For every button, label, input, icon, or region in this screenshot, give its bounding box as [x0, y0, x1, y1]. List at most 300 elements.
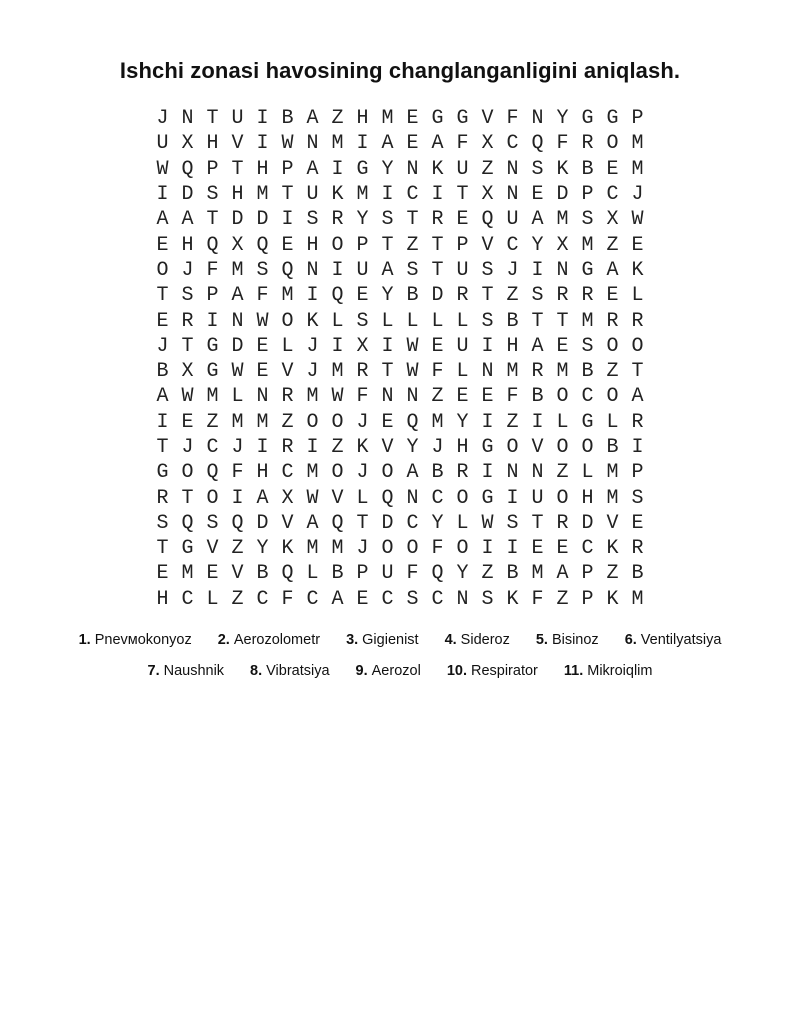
grid-cell[interactable]: S	[581, 334, 594, 358]
grid-cell[interactable]: I	[356, 132, 369, 156]
grid-cell[interactable]: E	[181, 410, 194, 434]
grid-cell[interactable]: R	[631, 410, 644, 434]
grid-cell[interactable]: E	[431, 334, 444, 358]
grid-cell[interactable]: L	[356, 486, 369, 510]
grid-cell[interactable]: E	[556, 537, 569, 561]
grid-cell[interactable]: S	[156, 511, 169, 535]
grid-cell[interactable]: L	[306, 562, 319, 586]
grid-cell[interactable]: S	[181, 284, 194, 308]
grid-cell[interactable]: R	[581, 284, 594, 308]
grid-cell[interactable]: N	[381, 385, 394, 409]
grid-cell[interactable]: W	[181, 385, 194, 409]
grid-cell[interactable]: L	[331, 309, 344, 333]
grid-cell[interactable]: A	[431, 132, 444, 156]
grid-cell[interactable]: F	[456, 132, 469, 156]
grid-cell[interactable]: M	[306, 385, 319, 409]
grid-cell[interactable]: M	[581, 309, 594, 333]
grid-cell[interactable]: Q	[406, 410, 419, 434]
grid-cell[interactable]: B	[606, 436, 619, 459]
grid-cell[interactable]: N	[531, 461, 544, 485]
grid-cell[interactable]: D	[256, 208, 269, 232]
grid-cell[interactable]: O	[581, 436, 594, 459]
grid-cell[interactable]: Y	[406, 436, 419, 459]
grid-cell[interactable]: S	[406, 587, 419, 611]
grid-cell[interactable]: Z	[606, 233, 619, 257]
grid-cell[interactable]: F	[406, 562, 419, 586]
grid-cell[interactable]: Z	[481, 562, 494, 586]
grid-cell[interactable]: M	[181, 562, 194, 586]
grid-cell[interactable]: D	[181, 183, 194, 207]
grid-cell[interactable]: F	[231, 461, 244, 485]
grid-cell[interactable]: C	[406, 183, 419, 207]
grid-cell[interactable]: B	[281, 107, 294, 131]
grid-cell[interactable]: S	[481, 309, 494, 333]
grid-cell[interactable]: P	[206, 157, 219, 181]
grid-cell[interactable]: R	[281, 436, 294, 459]
grid-cell[interactable]: Q	[206, 233, 219, 257]
grid-cell[interactable]: U	[306, 183, 319, 207]
grid-cell[interactable]: M	[256, 183, 269, 207]
grid-cell[interactable]: H	[156, 587, 169, 611]
grid-cell[interactable]: T	[556, 309, 569, 333]
grid-cell[interactable]: S	[356, 309, 369, 333]
grid-cell[interactable]: U	[456, 157, 469, 181]
grid-cell[interactable]: A	[531, 208, 544, 232]
grid-cell[interactable]: B	[506, 309, 519, 333]
grid-cell[interactable]: S	[531, 284, 544, 308]
grid-cell[interactable]: C	[281, 461, 294, 485]
grid-cell[interactable]: R	[281, 385, 294, 409]
grid-cell[interactable]: A	[156, 208, 169, 232]
grid-cell[interactable]: A	[606, 258, 619, 282]
grid-cell[interactable]: A	[306, 157, 319, 181]
grid-cell[interactable]: W	[481, 511, 494, 535]
grid-cell[interactable]: O	[631, 334, 644, 358]
grid-cell[interactable]: I	[481, 461, 494, 485]
grid-cell[interactable]: G	[206, 360, 219, 384]
grid-cell[interactable]: B	[531, 385, 544, 409]
grid-cell[interactable]: L	[206, 587, 219, 611]
grid-cell[interactable]: M	[206, 385, 219, 409]
grid-cell[interactable]: Q	[256, 233, 269, 257]
grid-cell[interactable]: M	[431, 410, 444, 434]
grid-cell[interactable]: P	[456, 233, 469, 257]
grid-cell[interactable]: C	[606, 183, 619, 207]
grid-cell[interactable]: C	[306, 587, 319, 611]
grid-cell[interactable]: O	[556, 385, 569, 409]
grid-cell[interactable]: B	[431, 461, 444, 485]
grid-cell[interactable]: K	[556, 157, 569, 181]
grid-cell[interactable]: C	[581, 537, 594, 561]
grid-cell[interactable]: T	[181, 486, 194, 510]
grid-cell[interactable]: K	[331, 183, 344, 207]
grid-cell[interactable]: J	[306, 360, 319, 384]
grid-cell[interactable]: T	[281, 183, 294, 207]
grid-cell[interactable]: G	[156, 461, 169, 485]
grid-cell[interactable]: E	[256, 334, 269, 358]
grid-cell[interactable]: M	[356, 183, 369, 207]
grid-cell[interactable]: G	[481, 436, 494, 459]
grid-cell[interactable]: H	[256, 157, 269, 181]
grid-cell[interactable]: Z	[406, 233, 419, 257]
grid-cell[interactable]: R	[631, 537, 644, 561]
grid-cell[interactable]: M	[631, 587, 644, 611]
grid-cell[interactable]: I	[331, 258, 344, 282]
grid-cell[interactable]: A	[556, 562, 569, 586]
grid-cell[interactable]: N	[481, 360, 494, 384]
grid-cell[interactable]: E	[356, 587, 369, 611]
grid-cell[interactable]: T	[206, 107, 219, 131]
grid-cell[interactable]: O	[331, 461, 344, 485]
grid-cell[interactable]: V	[481, 107, 494, 131]
grid-cell[interactable]: O	[306, 410, 319, 434]
grid-cell[interactable]: Z	[281, 410, 294, 434]
grid-cell[interactable]: H	[256, 461, 269, 485]
grid-cell[interactable]: V	[531, 436, 544, 459]
grid-cell[interactable]: A	[531, 334, 544, 358]
grid-cell[interactable]: T	[531, 511, 544, 535]
grid-cell[interactable]: L	[456, 511, 469, 535]
grid-cell[interactable]: T	[531, 309, 544, 333]
grid-cell[interactable]: F	[506, 107, 519, 131]
grid-cell[interactable]: F	[431, 537, 444, 561]
grid-cell[interactable]: M	[306, 537, 319, 561]
grid-cell[interactable]: L	[456, 309, 469, 333]
grid-cell[interactable]: B	[256, 562, 269, 586]
grid-cell[interactable]: X	[181, 360, 194, 384]
grid-cell[interactable]: I	[256, 132, 269, 156]
grid-cell[interactable]: V	[331, 486, 344, 510]
grid-cell[interactable]: T	[406, 208, 419, 232]
grid-cell[interactable]: T	[356, 511, 369, 535]
grid-cell[interactable]: O	[506, 436, 519, 459]
grid-cell[interactable]: U	[156, 132, 169, 156]
grid-cell[interactable]: G	[181, 537, 194, 561]
grid-cell[interactable]: Y	[256, 537, 269, 561]
grid-cell[interactable]: D	[256, 511, 269, 535]
grid-cell[interactable]: O	[331, 233, 344, 257]
grid-cell[interactable]: K	[281, 537, 294, 561]
grid-cell[interactable]: M	[331, 360, 344, 384]
grid-cell[interactable]: F	[556, 132, 569, 156]
grid-cell[interactable]: L	[581, 461, 594, 485]
grid-cell[interactable]: T	[156, 537, 169, 561]
grid-cell[interactable]: Y	[381, 157, 394, 181]
grid-cell[interactable]: O	[181, 461, 194, 485]
grid-cell[interactable]: W	[156, 157, 169, 181]
grid-cell[interactable]: U	[531, 486, 544, 510]
grid-cell[interactable]: U	[231, 107, 244, 131]
grid-cell[interactable]: S	[631, 486, 644, 510]
grid-cell[interactable]: J	[181, 436, 194, 459]
grid-cell[interactable]: Q	[181, 157, 194, 181]
grid-cell[interactable]: T	[156, 284, 169, 308]
grid-cell[interactable]: G	[206, 334, 219, 358]
grid-cell[interactable]: J	[306, 334, 319, 358]
grid-cell[interactable]: W	[281, 132, 294, 156]
grid-cell[interactable]: B	[406, 284, 419, 308]
grid-cell[interactable]: B	[631, 562, 644, 586]
grid-cell[interactable]: H	[356, 107, 369, 131]
grid-cell[interactable]: O	[556, 486, 569, 510]
grid-cell[interactable]: B	[331, 562, 344, 586]
grid-cell[interactable]: Q	[481, 208, 494, 232]
grid-cell[interactable]: T	[481, 284, 494, 308]
grid-cell[interactable]: Y	[356, 208, 369, 232]
grid-cell[interactable]: I	[531, 258, 544, 282]
grid-cell[interactable]: K	[506, 587, 519, 611]
grid-cell[interactable]: L	[431, 309, 444, 333]
grid-cell[interactable]: Q	[381, 486, 394, 510]
grid-cell[interactable]: W	[406, 334, 419, 358]
grid-cell[interactable]: E	[406, 132, 419, 156]
grid-cell[interactable]: T	[456, 183, 469, 207]
grid-cell[interactable]: Q	[331, 284, 344, 308]
grid-cell[interactable]: K	[306, 309, 319, 333]
grid-cell[interactable]: S	[381, 208, 394, 232]
grid-cell[interactable]: F	[256, 284, 269, 308]
grid-cell[interactable]: O	[156, 258, 169, 282]
grid-cell[interactable]: M	[256, 410, 269, 434]
grid-cell[interactable]: E	[606, 157, 619, 181]
grid-cell[interactable]: G	[431, 107, 444, 131]
grid-cell[interactable]: S	[206, 511, 219, 535]
grid-cell[interactable]: M	[631, 132, 644, 156]
grid-cell[interactable]: G	[581, 107, 594, 131]
grid-cell[interactable]: P	[631, 461, 644, 485]
grid-cell[interactable]: M	[331, 132, 344, 156]
grid-cell[interactable]: R	[156, 486, 169, 510]
grid-cell[interactable]: E	[531, 537, 544, 561]
grid-cell[interactable]: I	[306, 436, 319, 459]
grid-cell[interactable]: E	[606, 284, 619, 308]
grid-cell[interactable]: I	[381, 334, 394, 358]
grid-cell[interactable]: V	[281, 511, 294, 535]
grid-cell[interactable]: Z	[606, 562, 619, 586]
grid-cell[interactable]: I	[231, 486, 244, 510]
grid-cell[interactable]: H	[506, 334, 519, 358]
grid-cell[interactable]: K	[606, 587, 619, 611]
grid-cell[interactable]: W	[406, 360, 419, 384]
grid-cell[interactable]: L	[381, 309, 394, 333]
grid-cell[interactable]: O	[206, 486, 219, 510]
grid-cell[interactable]: S	[506, 511, 519, 535]
grid-cell[interactable]: M	[331, 537, 344, 561]
grid-cell[interactable]: H	[206, 132, 219, 156]
grid-cell[interactable]: S	[481, 258, 494, 282]
grid-cell[interactable]: M	[631, 157, 644, 181]
grid-cell[interactable]: B	[506, 562, 519, 586]
grid-cell[interactable]: M	[556, 360, 569, 384]
grid-cell[interactable]: T	[431, 233, 444, 257]
grid-cell[interactable]: I	[156, 410, 169, 434]
grid-cell[interactable]: I	[256, 107, 269, 131]
grid-cell[interactable]: T	[431, 258, 444, 282]
grid-cell[interactable]: C	[206, 436, 219, 459]
grid-cell[interactable]: Z	[506, 410, 519, 434]
grid-cell[interactable]: F	[531, 587, 544, 611]
grid-cell[interactable]: O	[381, 537, 394, 561]
grid-cell[interactable]: N	[506, 183, 519, 207]
grid-cell[interactable]: A	[306, 511, 319, 535]
grid-cell[interactable]: G	[356, 157, 369, 181]
grid-cell[interactable]: I	[531, 410, 544, 434]
grid-cell[interactable]: P	[281, 157, 294, 181]
grid-cell[interactable]: G	[606, 107, 619, 131]
grid-cell[interactable]: J	[356, 537, 369, 561]
grid-cell[interactable]: Z	[556, 587, 569, 611]
grid-cell[interactable]: M	[506, 360, 519, 384]
grid-cell[interactable]: M	[381, 107, 394, 131]
grid-cell[interactable]: A	[156, 385, 169, 409]
grid-cell[interactable]: R	[606, 309, 619, 333]
grid-cell[interactable]: B	[156, 360, 169, 384]
grid-cell[interactable]: V	[481, 233, 494, 257]
grid-cell[interactable]: V	[206, 537, 219, 561]
grid-cell[interactable]: N	[456, 587, 469, 611]
grid-cell[interactable]: T	[206, 208, 219, 232]
grid-cell[interactable]: J	[181, 258, 194, 282]
grid-cell[interactable]: P	[581, 587, 594, 611]
grid-cell[interactable]: P	[356, 562, 369, 586]
grid-cell[interactable]: O	[406, 537, 419, 561]
grid-cell[interactable]: S	[406, 258, 419, 282]
grid-cell[interactable]: Z	[231, 537, 244, 561]
grid-cell[interactable]: E	[481, 385, 494, 409]
grid-cell[interactable]: R	[456, 284, 469, 308]
grid-cell[interactable]: X	[281, 486, 294, 510]
grid-cell[interactable]: V	[231, 132, 244, 156]
grid-cell[interactable]: T	[381, 360, 394, 384]
grid-cell[interactable]: D	[231, 334, 244, 358]
grid-cell[interactable]: B	[581, 360, 594, 384]
grid-cell[interactable]: E	[406, 107, 419, 131]
grid-cell[interactable]: X	[231, 233, 244, 257]
grid-cell[interactable]: J	[356, 410, 369, 434]
grid-cell[interactable]: G	[581, 410, 594, 434]
grid-cell[interactable]: L	[456, 360, 469, 384]
grid-cell[interactable]: T	[381, 233, 394, 257]
grid-cell[interactable]: C	[406, 511, 419, 535]
grid-cell[interactable]: Z	[556, 461, 569, 485]
grid-cell[interactable]: L	[606, 410, 619, 434]
grid-cell[interactable]: C	[381, 587, 394, 611]
grid-cell[interactable]: R	[556, 284, 569, 308]
grid-cell[interactable]: Z	[331, 107, 344, 131]
grid-cell[interactable]: E	[631, 233, 644, 257]
grid-cell[interactable]: A	[256, 486, 269, 510]
grid-cell[interactable]: F	[431, 360, 444, 384]
grid-cell[interactable]: Q	[231, 511, 244, 535]
grid-cell[interactable]: I	[506, 486, 519, 510]
grid-cell[interactable]: E	[206, 562, 219, 586]
grid-cell[interactable]: L	[231, 385, 244, 409]
grid-cell[interactable]: B	[581, 157, 594, 181]
grid-cell[interactable]: N	[256, 385, 269, 409]
grid-cell[interactable]: E	[356, 284, 369, 308]
grid-cell[interactable]: Y	[381, 284, 394, 308]
grid-cell[interactable]: U	[381, 562, 394, 586]
grid-cell[interactable]: M	[231, 258, 244, 282]
grid-cell[interactable]: M	[231, 410, 244, 434]
grid-cell[interactable]: A	[381, 132, 394, 156]
grid-cell[interactable]: G	[481, 486, 494, 510]
grid-cell[interactable]: E	[556, 334, 569, 358]
grid-cell[interactable]: O	[556, 436, 569, 459]
grid-cell[interactable]: W	[256, 309, 269, 333]
grid-cell[interactable]: T	[181, 334, 194, 358]
grid-cell[interactable]: H	[231, 183, 244, 207]
grid-cell[interactable]: D	[431, 284, 444, 308]
grid-cell[interactable]: J	[231, 436, 244, 459]
grid-cell[interactable]: V	[281, 360, 294, 384]
grid-cell[interactable]: S	[531, 157, 544, 181]
grid-cell[interactable]: Z	[506, 284, 519, 308]
grid-cell[interactable]: Q	[206, 461, 219, 485]
grid-cell[interactable]: Z	[606, 360, 619, 384]
grid-cell[interactable]: R	[631, 309, 644, 333]
grid-cell[interactable]: U	[456, 334, 469, 358]
grid-cell[interactable]: N	[506, 157, 519, 181]
grid-cell[interactable]: R	[181, 309, 194, 333]
grid-cell[interactable]: A	[381, 258, 394, 282]
grid-cell[interactable]: Z	[206, 410, 219, 434]
grid-cell[interactable]: K	[356, 436, 369, 459]
grid-cell[interactable]: X	[356, 334, 369, 358]
grid-cell[interactable]: X	[606, 208, 619, 232]
grid-cell[interactable]: E	[281, 233, 294, 257]
grid-cell[interactable]: T	[156, 436, 169, 459]
grid-cell[interactable]: R	[431, 208, 444, 232]
grid-cell[interactable]: M	[606, 461, 619, 485]
grid-cell[interactable]: F	[206, 258, 219, 282]
grid-cell[interactable]: I	[331, 334, 344, 358]
grid-cell[interactable]: V	[606, 511, 619, 535]
grid-cell[interactable]: P	[581, 562, 594, 586]
grid-cell[interactable]: R	[556, 511, 569, 535]
grid-cell[interactable]: X	[481, 132, 494, 156]
grid-cell[interactable]: J	[631, 183, 644, 207]
grid-cell[interactable]: Y	[556, 107, 569, 131]
grid-cell[interactable]: Z	[331, 436, 344, 459]
grid-cell[interactable]: Q	[181, 511, 194, 535]
grid-cell[interactable]: C	[181, 587, 194, 611]
grid-cell[interactable]: N	[406, 157, 419, 181]
grid-cell[interactable]: O	[606, 334, 619, 358]
grid-cell[interactable]: I	[256, 436, 269, 459]
grid-cell[interactable]: E	[631, 511, 644, 535]
grid-cell[interactable]: N	[306, 132, 319, 156]
grid-cell[interactable]: Z	[231, 587, 244, 611]
grid-cell[interactable]: F	[281, 587, 294, 611]
grid-cell[interactable]: Y	[456, 562, 469, 586]
grid-cell[interactable]: M	[531, 562, 544, 586]
grid-cell[interactable]: K	[606, 537, 619, 561]
grid-cell[interactable]: I	[481, 537, 494, 561]
grid-cell[interactable]: U	[456, 258, 469, 282]
grid-cell[interactable]: C	[506, 233, 519, 257]
grid-cell[interactable]: E	[156, 233, 169, 257]
grid-cell[interactable]: H	[181, 233, 194, 257]
grid-cell[interactable]: I	[431, 183, 444, 207]
grid-cell[interactable]: U	[356, 258, 369, 282]
grid-cell[interactable]: M	[581, 233, 594, 257]
grid-cell[interactable]: P	[581, 183, 594, 207]
grid-cell[interactable]: Y	[431, 511, 444, 535]
grid-cell[interactable]: I	[331, 157, 344, 181]
grid-cell[interactable]: R	[456, 461, 469, 485]
grid-cell[interactable]: I	[206, 309, 219, 333]
